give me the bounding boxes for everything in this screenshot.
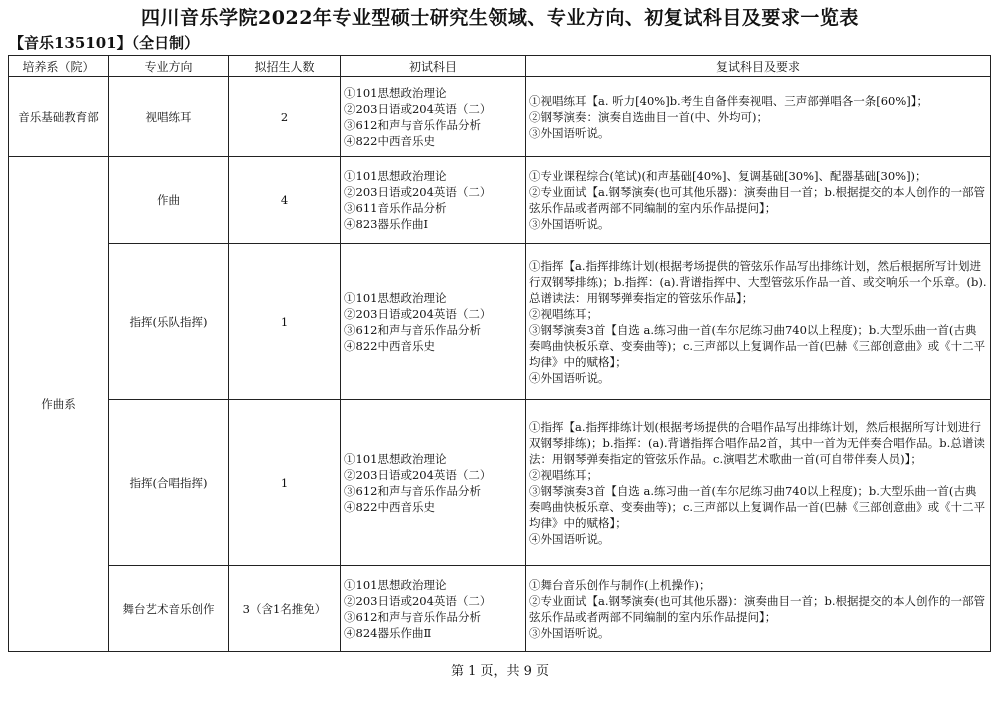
header-retest: 复试科目及要求 (526, 56, 991, 77)
table-row (9, 566, 991, 652)
table-row (9, 400, 991, 566)
retest-item: ①指挥【a.指挥排练计划(根据考场提供的合唱作品写出排练计划，然后根据所写计划进行双钢琴排练)；b.指挥：(a).背谱指挥合唱作品2首，其中一首为无伴奏合唱作品。b.总谱读法：用钢琴弹奏指定的管弦乐作品。c.演唱艺术歌曲一首(可自带伴奏人员)】； (529, 419, 985, 466)
quota-cell: 1 (229, 400, 341, 566)
quota-cell: 1 (229, 244, 341, 400)
initial-subject: ③612和声与音乐作品分析 (344, 322, 481, 337)
page-title: 四川音乐学院2022年专业型硕士研究生领域、专业方向、初复试科目及要求一览表 (141, 7, 859, 29)
retest-item: ③外国语听说。 (529, 125, 610, 140)
quota-cell: 3（含1名推免） (229, 566, 341, 652)
initial-subject: ②203日语或204英语（二） (344, 306, 492, 321)
initial-subject: ③612和声与音乐作品分析 (344, 609, 481, 624)
initial-subject: ①101思想政治理论 (344, 451, 447, 466)
direction-cell: 指挥(合唱指挥) (109, 400, 229, 566)
initial-subject: ②203日语或204英语（二） (344, 101, 492, 116)
initial-subject: ③611音乐作品分析 (344, 201, 447, 215)
initial-subject: ④822中西音乐史 (344, 338, 435, 353)
initial-subject: ①101思想政治理论 (344, 169, 447, 183)
retest-item: ③钢琴演奏3首【自选 a.练习曲一首(车尔尼练习曲740以上程度)；b.大型乐曲一首(古典奏鸣曲快板乐章、变奏曲等)；c.三声部以上复调作品一首(巴赫《三部创意曲》或《十二平均律》中的赋格】； (529, 322, 986, 369)
retest-item: ②钢琴演奏：演奏自选曲目一首(中、外均可)； (529, 109, 768, 124)
initial-cell (341, 244, 526, 400)
retest-item: ②视唱练耳； (529, 306, 598, 321)
page-footer: 第 1 页，共 9 页 (450, 664, 550, 679)
initial-cell (341, 77, 526, 157)
table-row (9, 244, 991, 400)
dept-label: 音乐基础教育部 (18, 109, 99, 124)
quota-cell: 4 (229, 157, 341, 244)
retest-item: ③钢琴演奏3首【自选 a.练习曲一首(车尔尼练习曲740以上程度)；b.大型乐曲一首(古典奏鸣曲快板乐章、变奏曲等)；c.三声部以上复调作品一首(巴赫《三部创意曲》或《十二平均律》中的赋格】； (529, 483, 986, 530)
initial-cell (341, 157, 526, 244)
initial-subject: ④823器乐作曲Ⅰ (344, 217, 428, 231)
table-row (9, 157, 991, 244)
header-initial: 初试科目 (341, 56, 526, 77)
initial-subject: ④822中西音乐史 (344, 133, 435, 148)
retest-cell (526, 244, 991, 400)
initial-subject: ②203日语或204英语（二） (344, 185, 492, 199)
retest-item: ④外国语听说。 (529, 370, 610, 385)
retest-item: ②专业面试【a.钢琴演奏(也可其他乐器)：演奏曲目一首；b.根据提交的本人创作的一部管弦乐作品或者两部不同编制的室内乐作品提问】； (529, 185, 985, 215)
table-row (9, 77, 991, 157)
initial-subject: ④822中西音乐史 (344, 499, 435, 514)
initial-subject: ①101思想政治理论 (344, 85, 447, 100)
direction-cell: 视唱练耳 (109, 77, 229, 157)
initial-subject: ①101思想政治理论 (344, 577, 447, 592)
retest-item: ②专业面试【a.钢琴演奏(也可其他乐器)：演奏曲目一首；b.根据提交的本人创作的一部管弦乐作品或者两部不同编制的室内乐作品提问】； (529, 593, 985, 624)
retest-item: ①专业课程综合(笔试)(和声基础[40%]、复调基础[30%]、配器基础[30%])； (529, 169, 927, 183)
initial-subject: ②203日语或204英语（二） (344, 593, 492, 608)
retest-item: ②视唱练耳； (529, 467, 598, 482)
dept-cell: 作曲系 (9, 157, 109, 652)
retest-cell (526, 400, 991, 566)
retest-cell (526, 157, 991, 244)
retest-item: ③外国语听说。 (529, 625, 610, 640)
retest-cell (526, 566, 991, 652)
retest-item: ④外国语听说。 (529, 531, 610, 546)
initial-cell (341, 400, 526, 566)
retest-item: ①视唱练耳【a. 听力[40%]b.考生自备伴奏视唱、三声部弹唱各一条[60%]】； (529, 93, 928, 108)
direction-cell: 作曲 (109, 157, 229, 244)
initial-subject: ②203日语或204英语（二） (344, 467, 492, 482)
direction-cell: 舞台艺术音乐创作 (109, 566, 229, 652)
retest-item: ③外国语听说。 (529, 217, 610, 231)
header-dept: 培养系（院） (9, 56, 109, 77)
dept-cell (9, 77, 109, 157)
retest-item: ①指挥【a.指挥排练计划(根据考场提供的管弦乐作品写出排练计划，然后根据所写计划进行双钢琴排练)；b.指挥：(a).背谱指挥中、大型管弦乐作品一首、或交响乐一个乐章。(b).总谱读法：用钢琴弹奏指定的管弦乐作品】； (529, 258, 987, 305)
retest-item: ①舞台音乐创作与制作(上机操作)； (529, 577, 711, 592)
direction-cell: 指挥(乐队指挥) (109, 244, 229, 400)
initial-subject: ③612和声与音乐作品分析 (344, 483, 481, 498)
exam-table (8, 55, 991, 652)
table-header-row (9, 56, 991, 77)
quota-cell: 2 (229, 77, 341, 157)
initial-subject: ①101思想政治理论 (344, 290, 447, 305)
header-quota: 拟招生人数 (229, 56, 341, 77)
initial-subject: ③612和声与音乐作品分析 (344, 117, 481, 132)
initial-subject: ④824器乐作曲Ⅱ (344, 625, 432, 640)
header-direction: 专业方向 (109, 56, 229, 77)
retest-cell (526, 77, 991, 157)
program-subtitle: 【音乐135101】（全日制） (9, 34, 200, 52)
initial-cell (341, 566, 526, 652)
